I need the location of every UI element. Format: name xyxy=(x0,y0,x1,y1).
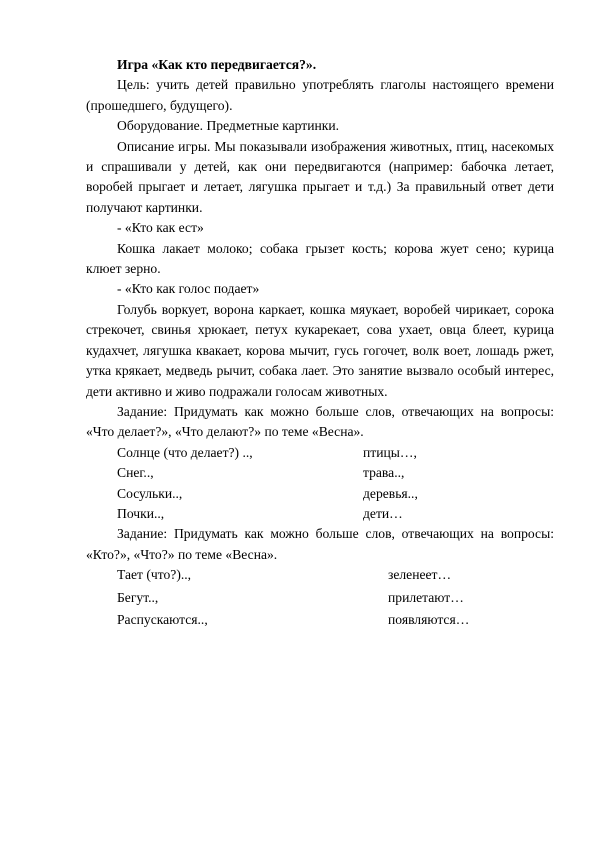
list-item-right: деревья.., xyxy=(363,485,418,501)
task1-paragraph: Задание: Придумать как можно больше слов, отвечающих на вопросы: «Что делает?», «Что делают?» по теме «Весна». xyxy=(86,403,554,440)
game-title: Игра «Как кто передвигается?». xyxy=(117,57,317,72)
list-item xyxy=(86,443,554,463)
list-item-left: Тает (что?).., xyxy=(117,567,192,583)
list-item-left: Снег.., xyxy=(117,465,154,481)
subheading-who-eats: - «Кто как ест» xyxy=(117,220,204,236)
goal-paragraph: Цель: учить детей правильно употреблять глаголы настоящего времени (прошедшего, будущего). xyxy=(86,77,554,113)
eating-paragraph: Кошка лакает молоко; собака грызет кость; корова жует сено; курица клюет зерно. xyxy=(86,240,554,277)
list-item-right: прилетают… xyxy=(388,589,464,605)
task2-paragraph: Задание: Придумать как можно больше слов, отвечающих на вопросы: «Кто?», «Что?» по теме «Весна». xyxy=(86,526,554,562)
list-item xyxy=(86,463,554,483)
list-item-right: птицы…, xyxy=(363,444,417,460)
list-item xyxy=(86,588,554,611)
description-paragraph: Описание игры. Мы показывали изображения животных, птиц, насекомых и спрашивали у детей, как они передвигаются (например: бабочка летает, воробей прыгает и летает, лягушка прыгает и т.д.) За правильный ответ дети получают картинки. xyxy=(86,138,554,215)
list-item xyxy=(86,565,554,588)
list-item-left: Бегут.., xyxy=(117,589,159,605)
list-item xyxy=(86,504,554,524)
task2-word-list xyxy=(86,565,554,633)
list-item xyxy=(86,484,554,504)
list-item-left: Сосульки.., xyxy=(117,485,183,501)
list-item-left: Распускаются.., xyxy=(117,612,208,628)
task1-word-list xyxy=(86,443,554,525)
equipment-paragraph: Оборудование. Предметные картинки. xyxy=(117,118,340,134)
subheading-who-voices: - «Кто как голос подает» xyxy=(117,281,260,297)
list-item-right: появляются… xyxy=(388,612,470,628)
document-body xyxy=(86,55,554,633)
list-item-right: трава.., xyxy=(363,465,405,481)
list-item-left: Почки.., xyxy=(117,505,165,521)
list-item-right: зеленеет… xyxy=(388,567,452,583)
list-item xyxy=(86,610,554,633)
voices-paragraph: Голубь воркует, ворона каркает, кошка мяукает, воробей чирикает, сорока стрекочет, свинья хрюкает, петух кукарекает, сова ухает, овца блеет, курица кудахчет, лягушка квакает, корова мычит, гусь гогочет, волк воет, лошадь ржет, утка крякает, медведь рычит, собака лает. Это занятие вызвало особый интерес, дети активно и живо подражали голосам животных. xyxy=(86,301,554,399)
list-item-right: дети… xyxy=(363,505,403,521)
list-item-left: Солнце (что делает?) .., xyxy=(117,444,253,460)
